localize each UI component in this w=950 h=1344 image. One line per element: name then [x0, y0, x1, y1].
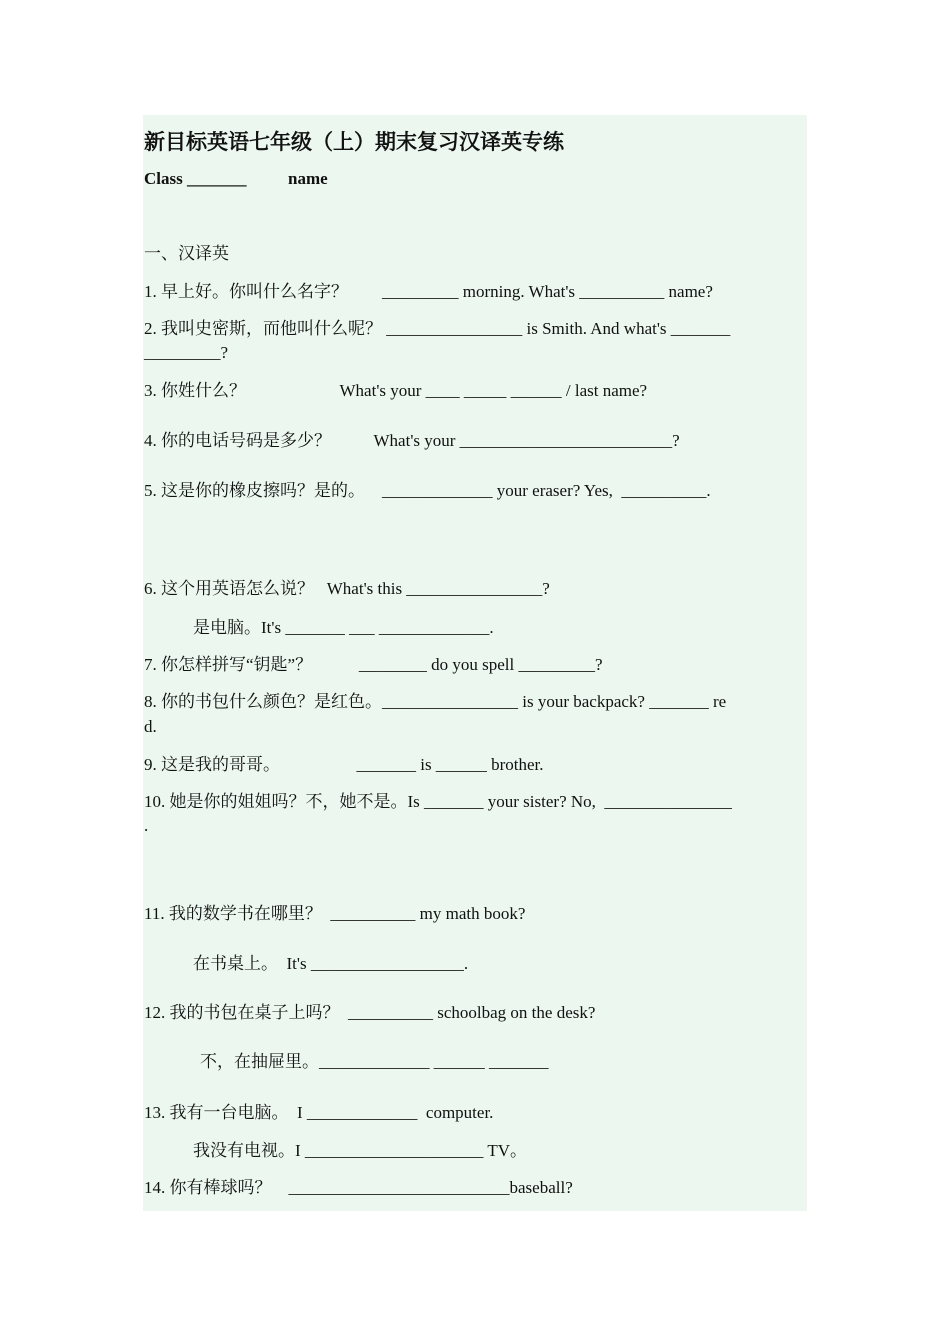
question-12-answer: 不，在抽屉里。_____________ ______ _______: [200, 1052, 549, 1071]
page-title: 新目标英语七年级（上）期末复习汉译英专练: [144, 130, 564, 154]
question-1: 1. 早上好。你叫什么名字？ _________ morning. What's __________ name?: [144, 282, 713, 301]
question-11-answer: 在书桌上。 It's __________________.: [193, 954, 469, 973]
question-11: 11. 我的数学书在哪里？ __________ my math book?: [144, 904, 526, 923]
question-3: 3. 你姓什么？ What's your ____ _____ ______ / last name?: [144, 381, 648, 400]
question-8: 8. 你的书包什么颜色？是红色。________________ is your backpack? _______ re: [144, 692, 727, 711]
question-13: 13. 我有一台电脑。 I _____________ computer.: [144, 1103, 494, 1122]
question-12: 12. 我的书包在桌子上吗？ __________ schoolbag on the desk?: [144, 1003, 596, 1022]
question-7: 7. 你怎样拼写“钥匙”？ ________ do you spell _________?: [144, 655, 603, 674]
section-heading: 一、汉译英: [144, 244, 229, 263]
class-label: Class _______: [144, 169, 247, 188]
question-10-continued: .: [144, 816, 149, 835]
question-13-negative: 我没有电视。I _____________________ TV。: [193, 1141, 528, 1160]
question-2: 2. 我叫史密斯，而他叫什么呢？ ________________ is Smith. And what's _______: [144, 319, 731, 338]
name-label: name: [288, 169, 328, 188]
question-8-continued: d.: [144, 717, 157, 736]
question-4: 4. 你的电话号码是多少？ What's your _________________________?: [144, 431, 680, 450]
question-2-continued: _________?: [144, 343, 229, 362]
question-9: 9. 这是我的哥哥。 _______ is ______ brother.: [144, 755, 544, 774]
question-6-answer: 是电脑。It's _______ ___ _____________.: [193, 618, 494, 637]
question-6: 6. 这个用英语怎么说？ What's this ________________?: [144, 579, 550, 598]
question-10: 10. 她是你的姐姐吗？不，她不是。Is _______ your sister? No, _______________: [144, 792, 732, 811]
question-5: 5. 这是你的橡皮擦吗？是的。 _____________ your eraser? Yes, __________.: [144, 481, 711, 500]
question-14: 14. 你有棒球吗？ __________________________baseball?: [144, 1178, 573, 1197]
